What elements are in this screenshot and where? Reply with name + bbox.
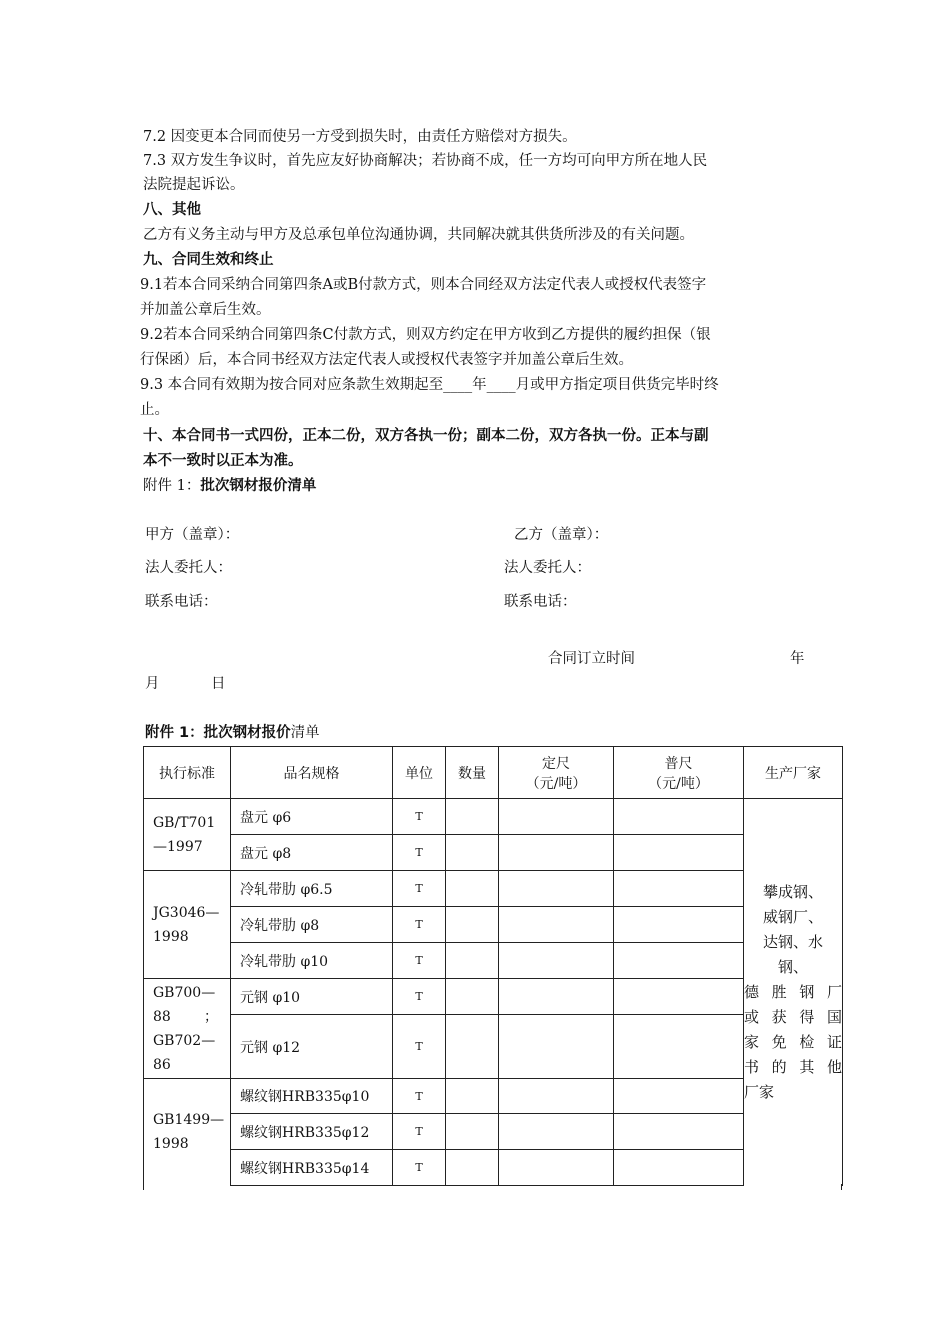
maker-line: 攀成钢、 [762,882,823,901]
standard-line: GB702— [153,1032,216,1049]
maker-line: 钢、 [777,957,808,976]
clause-9-1-line1: 9.1若本合同采纳合同第四条A或B付款方式，则本合同经双方法定代表人或授权代表签字 [140,277,707,293]
standard-part: ； [204,1008,218,1025]
table-title-normal: 清单 [290,725,320,741]
unit-cell: T [393,1079,446,1114]
table-continuation-right [841,1184,842,1190]
header-standard: 执行标准 [144,747,231,799]
table-continuation-left [143,1184,144,1190]
annex-prefix: 附件 1： [143,478,201,494]
header-normal-line2: （元/吨） [648,775,709,792]
qty-cell [446,943,499,979]
party-b-seal-label: 乙方（盖章）： [514,527,609,543]
maker-line: 家免检证 [744,1032,842,1051]
header-unit: 单位 [393,747,446,799]
party-a-phone-label: 联系电话： [145,594,218,610]
spec-cell: 冷轧带肋 φ6.5 [231,871,393,907]
clause-7-3-line2: 法院提起诉讼。 [143,177,245,193]
party-a-rep-label: 法人委托人： [145,560,232,576]
party-a-seal-label: 甲方（盖章）： [145,527,240,543]
party-b-rep-label: 法人委托人： [504,560,591,576]
spec-cell: 螺纹钢HRB335φ10 [231,1079,393,1114]
unit-cell: T [393,907,446,943]
qty-cell [446,871,499,907]
date-day-label: 日 [211,676,226,692]
header-fixed-line2: （元/吨） [525,775,587,792]
clause-9-2-line2: 行保函）后，本合同书经双方法定代表人或授权代表签字并加盖公章后生效。 [140,352,633,368]
standard-line: 86 [153,1056,171,1073]
spec-cell: 冷轧带肋 φ10 [231,943,393,979]
maker-line: 威钢厂、 [762,907,823,926]
header-fixed-length [499,747,614,799]
section-8-text: 乙方有义务主动与甲方及总承包单位沟通协调，共同解决就其供货所涉及的有关问题。 [143,227,694,243]
table-row [144,943,843,979]
qty-cell [446,907,499,943]
table-header-row [144,747,843,799]
section-10-line2: 本不一致时以正本为准。 [143,453,303,469]
table-title-bold: 附件 1：批次钢材报价 [145,725,291,741]
clause-7-3-line1: 7.3 双方发生争议时，首先应友好协商解决；若协商不成，任一方均可向甲方所在地人民 [143,153,708,169]
table-row [144,907,843,943]
spec-cell: 元钢 φ12 [231,1015,393,1079]
fixed-price-cell [499,943,614,979]
spec-cell: 螺纹钢HRB335φ14 [231,1150,393,1186]
normal-price-cell [614,979,744,1015]
fixed-price-cell [499,1150,614,1186]
standard-line: GB1499— [153,1112,225,1129]
normal-price-cell [614,1114,744,1150]
normal-price-cell [614,871,744,907]
qty-cell [446,1079,499,1114]
date-month-label: 月 [145,676,160,692]
standard-jg3046 [144,871,231,979]
table-row [144,799,843,835]
price-list-table [143,746,843,1186]
unit-cell: T [393,1015,446,1079]
table-row [144,871,843,907]
maker-line: 德胜钢厂 [744,982,842,1001]
standard-gb700-gb702 [144,979,231,1079]
header-maker: 生产厂家 [744,747,843,799]
fixed-price-cell [499,871,614,907]
clause-9-3-line2: 止。 [140,402,169,418]
qty-cell [446,1114,499,1150]
table-title [145,722,320,744]
header-normal-line1: 普尺 [664,755,693,772]
clause-9-3-line1: 9.3 本合同有效期为按合同对应条款生效期起至____年____月或甲方指定项目供货完毕时终 [140,377,719,393]
header-qty: 数量 [446,747,499,799]
unit-cell: T [393,799,446,835]
annex-reference [143,474,823,498]
maker-line: 或获得国 [744,1007,842,1026]
header-normal-length [614,747,744,799]
clause-9-2-line1: 9.2若本合同采纳合同第四条C付款方式，则双方约定在甲方收到乙方提供的履约担保（银 [140,327,711,343]
fixed-price-cell [499,907,614,943]
normal-price-cell [614,1079,744,1114]
fixed-price-cell [499,835,614,871]
fixed-price-cell [499,1015,614,1079]
maker-line: 书的其他 [744,1057,842,1076]
qty-cell [446,1015,499,1079]
unit-cell: T [393,871,446,907]
qty-cell [446,835,499,871]
unit-cell: T [393,1150,446,1186]
annex-title: 批次钢材报价清单 [200,478,317,494]
fixed-price-cell [499,979,614,1015]
standard-line: —1997 [153,838,203,855]
section-9-title: 九、合同生效和终止 [143,252,274,268]
fixed-price-cell [499,799,614,835]
standard-line: 1998 [153,1136,189,1153]
table-row [144,1114,843,1150]
table-row [144,835,843,871]
spec-cell: 盘元 φ6 [231,799,393,835]
standard-gb1499 [144,1079,231,1186]
clause-9-1-line2: 并加盖公章后生效。 [140,302,271,318]
unit-cell: T [393,979,446,1015]
maker-line: 达钢、水 [762,932,823,951]
section-8-title: 八、其他 [143,202,201,218]
normal-price-cell [614,1015,744,1079]
clause-7-2: 7.2 因变更本合同而使另一方受到损失时，由责任方赔偿对方损失。 [143,129,577,145]
normal-price-cell [614,907,744,943]
table-row [144,1015,843,1079]
normal-price-cell [614,943,744,979]
standard-line: JG3046— [153,904,220,921]
table-row [144,1079,843,1114]
unit-cell: T [393,943,446,979]
standard-gb-t701 [144,799,231,871]
normal-price-cell [614,799,744,835]
unit-cell: T [393,1114,446,1150]
table-row [144,1150,843,1186]
standard-part: 88 [153,1008,171,1025]
spec-cell: 冷轧带肋 φ8 [231,907,393,943]
standard-line: 1998 [153,928,189,945]
header-fixed-line1: 定尺 [542,755,570,772]
fixed-price-cell [499,1114,614,1150]
maker-cell [744,799,843,1186]
contract-date-label: 合同订立时间 [548,651,635,667]
table-row [144,979,843,1015]
section-10-line1: 十、本合同书一式四份，正本二份，双方各执一份；副本二份，双方各执一份。正本与副 [143,428,709,444]
header-spec: 品名规格 [231,747,393,799]
party-b-phone-label: 联系电话： [504,594,577,610]
normal-price-cell [614,1150,744,1186]
qty-cell [446,799,499,835]
standard-line [153,1005,230,1029]
date-year-label: 年 [790,651,805,667]
qty-cell [446,979,499,1015]
standard-line: GB/T701 [153,814,216,831]
maker-line: 厂家 [744,1082,775,1101]
normal-price-cell [614,835,744,871]
unit-cell: T [393,835,446,871]
fixed-price-cell [499,1079,614,1114]
spec-cell: 元钢 φ10 [231,979,393,1015]
spec-cell: 螺纹钢HRB335φ12 [231,1114,393,1150]
standard-line: GB700— [153,984,216,1001]
qty-cell [446,1150,499,1186]
spec-cell: 盘元 φ8 [231,835,393,871]
